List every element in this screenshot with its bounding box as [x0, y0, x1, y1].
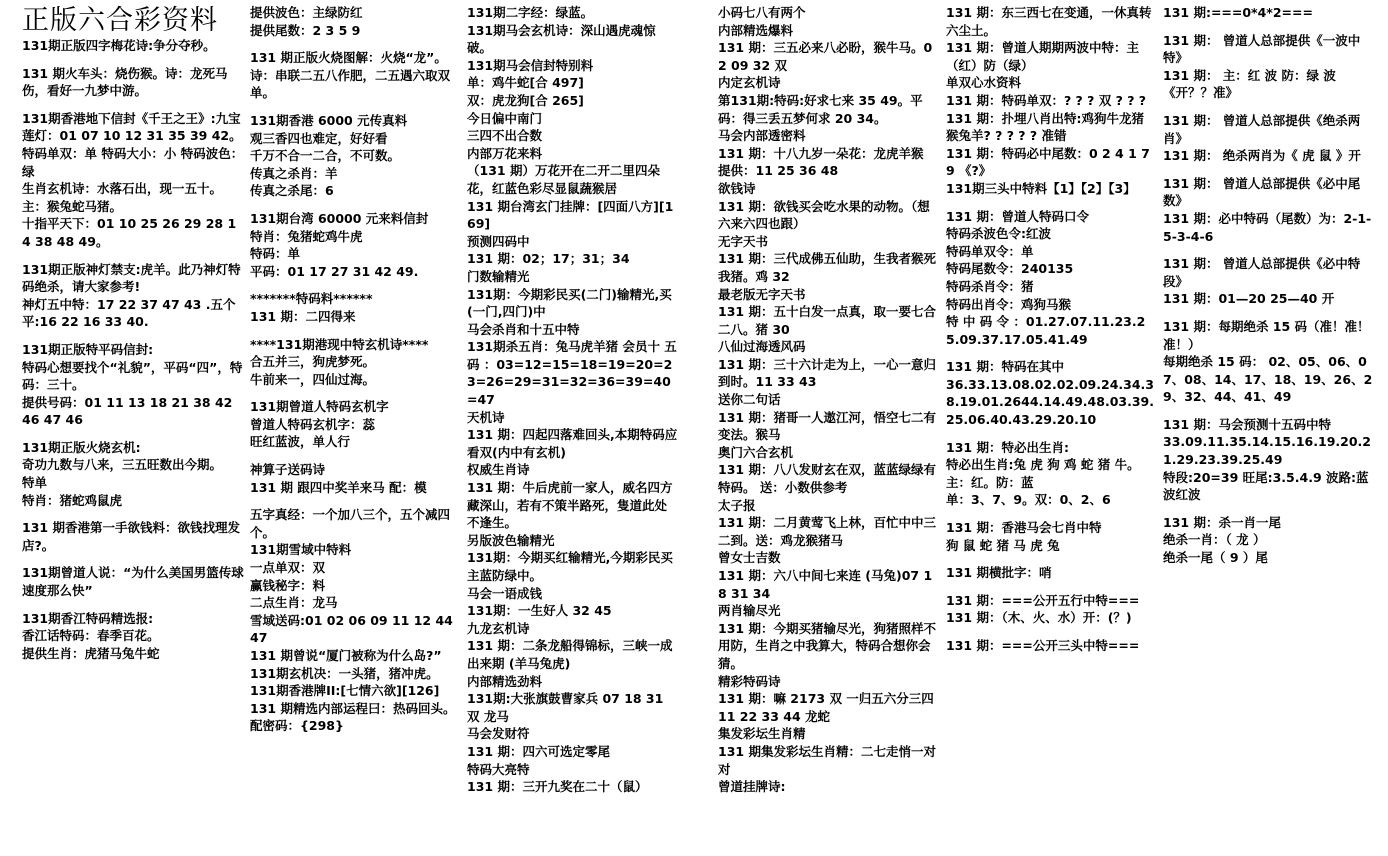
text-line: 曾女士吉数 — [718, 550, 781, 566]
text-line: 131期玄机决：一头猪，猪冲虎。 — [250, 665, 439, 681]
text-line: 131 期： 曾道人总部提供《一波中特》 — [1163, 32, 1361, 66]
text-line: 狗 鼠 蛇 猪 马 虎 兔 — [946, 537, 1060, 553]
text-line: 特码出肖令：鸡狗马猴 — [946, 296, 1072, 312]
text-line: 特码单双：单 特码大小：小 特码波色：绿 — [22, 145, 244, 179]
spacer — [22, 429, 244, 439]
text-line: 内部万花来料 — [467, 145, 543, 161]
text-line: 提供生肖：虎猪马兔牛蛇 — [22, 645, 160, 661]
column-2 — [250, 4, 462, 852]
text-line: 欲钱诗 — [718, 180, 756, 196]
text-line: 旺红蓝波，单人行 — [250, 434, 351, 450]
text-line: 131 期：嘛 2173 双 一归五六分三四 11 22 33 44 龙蛇 — [718, 691, 939, 724]
text-line: 131期香港地下信封《千王之王》:九宝莲灯：01 07 10 12 31 35 39 42。 — [22, 110, 242, 144]
text-line: 每期绝杀 15 码： 02、05、06、07、08、14、17、18、19、26、29、32、44、41、49 — [1163, 354, 1373, 405]
text-line: 千万不合一二合，不可数。 — [250, 148, 401, 164]
text-line: 131 期：十八九岁一朵花：龙虎羊猴 提供：11 25 36 48 — [718, 145, 928, 179]
text-line: 八仙过海透风码 — [718, 339, 806, 355]
text-line: 131 期： 曾道人总部提供《必中特段》 — [1163, 256, 1361, 289]
spacer — [22, 100, 244, 110]
text-line: 131 期：二条龙船得锦标，三峡一成出来期 (羊马兔虎) — [467, 638, 673, 671]
spacer — [946, 198, 1156, 208]
text-line: 特肖：兔猪蛇鸡牛虎 — [250, 228, 363, 244]
spacer — [946, 348, 1156, 358]
text-line: 131期杀五肖：兔马虎羊猪 会员十 五 码 ：03=12=15=18=19=20=23=26=29=31=32=36=39=40=47 — [467, 339, 682, 408]
text-line: 单：3、7、9。双：0、2、6 — [946, 492, 1111, 508]
text-line: 131期：今期彩民买(二门)输精光,买(一门,四门)中 — [467, 286, 672, 320]
text-line: 131 期：东三西七在变通，一休真转六尘土。 — [946, 5, 1152, 38]
text-line: 特码：单 — [250, 246, 301, 262]
text-line: 131 期：杀一肖一尾 — [1163, 514, 1281, 530]
text-line: 131期香港牌II:[七情六欲][126] — [250, 683, 440, 699]
text-line: 牛前来一，四仙过海。 — [250, 371, 376, 387]
text-line: 内部精选爆料 — [718, 22, 794, 38]
text-line: 131 期：01—20 25—40 开 — [1163, 291, 1335, 307]
text-line: 单双心水资料 — [946, 75, 1022, 91]
text-line: 神算子送码诗 — [250, 462, 326, 478]
text-line: 雪域送码:01 02 06 09 11 12 44 47 — [250, 612, 458, 646]
text-line: 曾道人特码玄机字：蕊 — [250, 416, 376, 432]
spacer — [946, 429, 1156, 439]
text-line: 131 期：马会预测十五码中特 — [1163, 416, 1331, 432]
text-line: 131 期： 曾道人总部提供《必中尾数》 — [1163, 175, 1361, 209]
column-3 — [467, 4, 682, 852]
text-line: 马会一语成钱 — [467, 585, 543, 601]
text-line: 单：鸡牛蛇[合 497] — [467, 75, 584, 91]
text-line: 特码杀波色令:红波 — [946, 226, 1051, 242]
text-line: 观三香四也难定，好好看 — [250, 130, 388, 146]
text-line: 131 期：曾道人特码口令 — [946, 208, 1089, 224]
spacer — [1163, 406, 1373, 416]
text-line: 131期正版特平码信封: — [22, 341, 154, 357]
text-line: 特码大亮特 — [467, 761, 530, 777]
text-line: 131 期台湾玄门挂牌：[四面八方][169] — [467, 198, 674, 232]
text-line: 131 期：===公开三头中特=== — [946, 638, 1140, 653]
text-line: 131 期：三十六计走为上，一心一意归到时。11 33 43 — [718, 356, 936, 390]
text-line: 131 期：三代成佛五仙助，生我者猴死我猪。鸡 32 — [718, 251, 936, 284]
spacer — [1163, 308, 1373, 318]
text-line: 131 期曾说“厦门被称为什么岛?” — [250, 648, 442, 663]
spacer — [250, 200, 462, 210]
text-line: 131 期：今期买猪输尽光，狗猪照样不用防，生肖之中我算大，特码合想你会猜。 — [718, 620, 936, 671]
text-line: 131 期：特码必中尾数：0 2 4 1 7 9 《?》 — [946, 145, 1155, 179]
spacer — [1163, 245, 1373, 255]
text-line: 提供波色：主绿防红 — [250, 5, 363, 20]
spacer — [22, 331, 244, 341]
text-line: 131 期：特必出生肖: — [946, 439, 1069, 455]
text-line: 合五并三，狗虎梦死。 — [250, 354, 376, 370]
text-line: 131 期：八八发财玄在双，蓝蓝绿绿有特码。 送：小数供参考 — [718, 462, 936, 496]
text-line: 131期：一生好人 32 45 — [467, 603, 612, 619]
text-line: 131 期：特码单双：? ? ? 双 ? ? ? — [946, 92, 1147, 108]
text-line: 131 期：二四得来 — [250, 308, 356, 324]
text-line: 小码七八有两个 — [718, 5, 806, 20]
text-line: 无字天书 — [718, 233, 769, 249]
spacer — [946, 627, 1156, 637]
spacer — [22, 251, 244, 261]
text-line: 内部精选劲料 — [467, 673, 543, 689]
text-line: 131 期 跟四中奖羊来马 配：模 — [250, 479, 427, 495]
text-line: 马会内部透密料 — [718, 128, 806, 144]
text-line: 131 期:===0*4*2=== — [1163, 5, 1313, 20]
column-1-body — [22, 37, 244, 662]
text-line: 131期正版神灯禁支:虎羊。此乃神灯特码绝杀，请大家参考! — [22, 261, 241, 295]
text-line: 131 期： 曾道人总部提供《绝杀两肖》 — [1163, 112, 1361, 146]
text-line: 另版波色输精光 — [467, 532, 555, 548]
text-line: 131 期： 主：红 波 防：绿 波《开？？准》 — [1163, 67, 1336, 101]
text-line: 131 期：牛后虎前一家人，威名四方藏深山，若有不策半路死，隻道此处不逢生。 — [467, 480, 673, 531]
spacer — [250, 280, 462, 290]
spacer — [22, 554, 244, 564]
text-line: 131期正版四字梅花诗:争分夺秒。 — [22, 38, 216, 53]
text-line: 131 期：二月黄莺飞上林，百忙中中三二到。送：鸡龙猴猪马 — [718, 515, 936, 548]
text-line: 权威生肖诗 — [467, 462, 530, 478]
text-line: 五字真经：一个加八三个，五个减四个。 — [250, 507, 451, 540]
text-line: 天机诗 — [467, 409, 505, 425]
text-line: 特码心想要找个“礼貌”，平码“四”，特码：三十。 — [22, 359, 243, 393]
text-line: 131 期：香港马会七肖中特 — [946, 520, 1102, 536]
text-line: 太子报 — [718, 497, 756, 513]
text-line: 131期二字经：绿蓝。 — [467, 5, 594, 20]
text-line: 特码单双令：单 — [946, 243, 1034, 259]
text-line: 特必出生肖:兔 虎 狗 鸡 蛇 猪 牛。 — [946, 457, 1140, 473]
text-line: 香江话特码：春季百花。 — [22, 628, 160, 644]
spacer — [1163, 102, 1373, 112]
spacer — [250, 39, 462, 49]
text-line: 三四不出合数 — [467, 128, 543, 144]
column-4 — [718, 4, 940, 852]
text-line: 集发彩坛生肖精 — [718, 726, 806, 742]
text-line: 131期雪域中特料 — [250, 542, 352, 558]
spacer — [1163, 504, 1373, 514]
column-6 — [1163, 4, 1373, 852]
spacer — [22, 55, 244, 65]
text-line: 一点单双：双 — [250, 560, 326, 576]
text-line: 131 期：六八中间七来连 (马兔)07 18 31 34 — [718, 568, 933, 601]
text-line: （131 期）万花开在二开二里四朵花，红蓝色彩尽显鼠蔬猴居 — [467, 163, 660, 196]
text-line: 马会杀肖和十五中特 — [467, 321, 580, 337]
column-5 — [946, 4, 1156, 852]
column-1 — [22, 4, 244, 852]
text-line: 双：虎龙狗[合 265] — [467, 92, 584, 108]
spacer — [250, 388, 462, 398]
text-line: 曾道挂牌诗: — [718, 779, 786, 795]
page-title: 正版六合彩资料 — [22, 5, 218, 36]
text-line: 特码尾数令：240135 — [946, 261, 1074, 277]
text-line: 131 期火车头：烧伤猴。诗：龙死马伤，看好一九梦中游。 — [22, 65, 228, 99]
text-line: 二点生肖：龙马 — [250, 595, 338, 611]
spacer — [250, 451, 462, 461]
text-line: 131 期： 绝杀两肖为《 虎 鼠 》开 — [1163, 148, 1361, 164]
text-line: 131 期：曾道人期期两波中特：主（红）防（绿） — [946, 40, 1139, 73]
text-line: 131期香江特码精选报: — [22, 610, 154, 626]
text-line: 131 期：五十白发一点真，取一要七合二八。猪 30 — [718, 304, 936, 337]
text-line: 131期:大张旗鼓曹家兵 07 18 31 双 龙马 — [467, 691, 668, 724]
text-line: 神灯五中特：17 22 37 47 43 .五个平:16 22 16 33 40. — [22, 296, 236, 330]
spacer — [1163, 165, 1373, 175]
text-line: 主：红。防：蓝 — [946, 474, 1034, 490]
text-line: 131 期：四六可选定零尾 — [467, 743, 610, 759]
text-line: 绝杀一肖：（ 龙 ） — [1163, 532, 1266, 548]
text-line: 131 期：（木、火、水）开：(？) — [946, 610, 1132, 626]
text-line: 131 期集发彩坛生肖精：二七走悄一对对 — [718, 743, 936, 777]
text-line: 131期曾道人说：“为什么美国男篮传球速度那么快” — [22, 565, 244, 599]
text-line: 131 期：猪哥一人遨江河，悟空七二有变法。猴马 — [718, 409, 936, 443]
text-line: 特段:20=39 旺尾:3.5.4.9 波路:蓝波红波 — [1163, 469, 1369, 503]
text-line: 门数输精光 — [467, 268, 530, 284]
text-line: 预测四码中 — [467, 233, 530, 249]
text-line: 36.33.13.08.02.02.09.24.34.38.19.01.2644.14.49.48.03.39.25.06.40.43.29.20.10 — [946, 376, 1154, 428]
text-line: 131 期：欲钱买会吃水果的动物。（想六来六四也跟） — [718, 198, 930, 232]
text-line: 九龙玄机诗 — [467, 620, 530, 636]
text-line: 十指平天下：01 10 25 26 29 28 14 38 48 49。 — [22, 216, 237, 249]
text-line: 平码：01 17 27 31 42 49. — [250, 263, 419, 279]
text-line: 生肖玄机诗：水落石出，现一五十。主：猴兔蛇马猪。 — [22, 181, 223, 214]
text-line: 131 期：必中特码（尾数）为：2-1-5-3-4-6 — [1163, 210, 1372, 244]
spacer — [946, 509, 1156, 519]
text-line: 送你二句话 — [718, 392, 781, 408]
text-line: 内定玄机诗 — [718, 75, 781, 91]
text-line: 131 期：扑埋八肖出特:鸡狗牛龙猪猴兔羊? ? ? ? ? 准错 — [946, 110, 1144, 144]
text-line: 今日偏中南门 — [467, 110, 543, 126]
text-line: 特单 — [22, 475, 48, 491]
text-line: 131 期：===公开五行中特=== — [946, 592, 1140, 608]
spacer — [22, 509, 244, 519]
text-line: 提供号码：01 11 13 18 21 38 42 46 47 46 — [22, 394, 237, 428]
text-line: 131期三头中特料【1】【2】【3】 — [946, 180, 1136, 196]
text-line: 奥门六合玄机 — [718, 444, 794, 460]
text-line: 第131期:特码:好求七来 35 49。平码：得三丢五梦何求 20 34。 — [718, 92, 923, 126]
text-line: 131 期：三开九奖在二十（鼠） — [467, 779, 648, 795]
spacer — [250, 326, 462, 336]
text-line: 传真之杀肖：羊 — [250, 165, 338, 181]
text-line: 131期：今期买红输精光,今期彩民买主蓝防绿中。 — [467, 550, 673, 583]
spacer — [250, 496, 462, 506]
text-line: 马会发财符 — [467, 726, 530, 742]
spacer — [946, 554, 1156, 564]
spacer — [22, 600, 244, 610]
spacer — [946, 582, 1156, 592]
text-line: 131期马会信封特别料 — [467, 57, 594, 73]
text-line: *******特码料****** — [250, 291, 373, 307]
text-line: 赢钱秘字：料 — [250, 577, 326, 593]
text-line: 精彩特码诗 — [718, 673, 781, 689]
text-line: 特码杀肖令：猪 — [946, 278, 1034, 294]
text-line: 131 期：三五必来八必盼，猴牛马。02 09 32 双 — [718, 40, 933, 73]
text-line: 131期马会玄机诗：深山遇虎魂惊破。 — [467, 22, 656, 56]
text-line: 33.09.11.35.14.15.16.19.20.21.29.23.39.25.49 — [1163, 434, 1371, 468]
text-line: 131 期精选内部运程曰：热码回头。配密码：{298} — [250, 700, 456, 734]
text-line: 131期台湾 60000 元来料信封 — [250, 210, 429, 226]
spacer — [1163, 22, 1373, 32]
text-line: 131期正版火烧玄机: — [22, 439, 141, 455]
text-line: 131 期：四起四落难回头,本期特码应看双(内中有玄机) — [467, 427, 678, 460]
text-line: ****131期港现中特玄机诗**** — [250, 336, 429, 352]
text-line: 131 期：02；17；31；34 — [467, 251, 630, 267]
text-line: 131 期横批字：哨 — [946, 565, 1052, 581]
text-line: 131 期：特码在其中 — [946, 359, 1064, 375]
text-line: 最老版无字天书 — [718, 286, 806, 302]
text-line: 131期曾道人特码玄机字 — [250, 399, 389, 415]
text-line: 特肖：猪蛇鸡鼠虎 — [22, 492, 123, 508]
text-line: 奇功九数与八来，三五旺数出今期。 — [22, 457, 223, 473]
text-line: 提供尾数：2 3 5 9 — [250, 22, 361, 38]
spacer — [250, 102, 462, 112]
text-line: 131 期香港第一手欲钱料：欲钱找理发店?。 — [22, 520, 240, 553]
text-line: 131 期正版火烧图解：火烧“龙”。诗：串联二五八作肥，二五遇六取双单。 — [250, 50, 451, 101]
text-line: 两肖输尽光 — [718, 603, 781, 619]
text-line: 特 中 码 令 ：01.27.07.11.23.25.09.37.17.05.41.49 — [946, 314, 1146, 347]
text-line: 绝杀一尾（ 9 ）尾 — [1163, 550, 1268, 566]
text-line: 传真之杀尾：6 — [250, 183, 334, 199]
text-line: 131期香港 6000 元传真料 — [250, 112, 408, 128]
text-line: 131 期：每期绝杀 15 码（准！准！准！） — [1163, 318, 1370, 352]
